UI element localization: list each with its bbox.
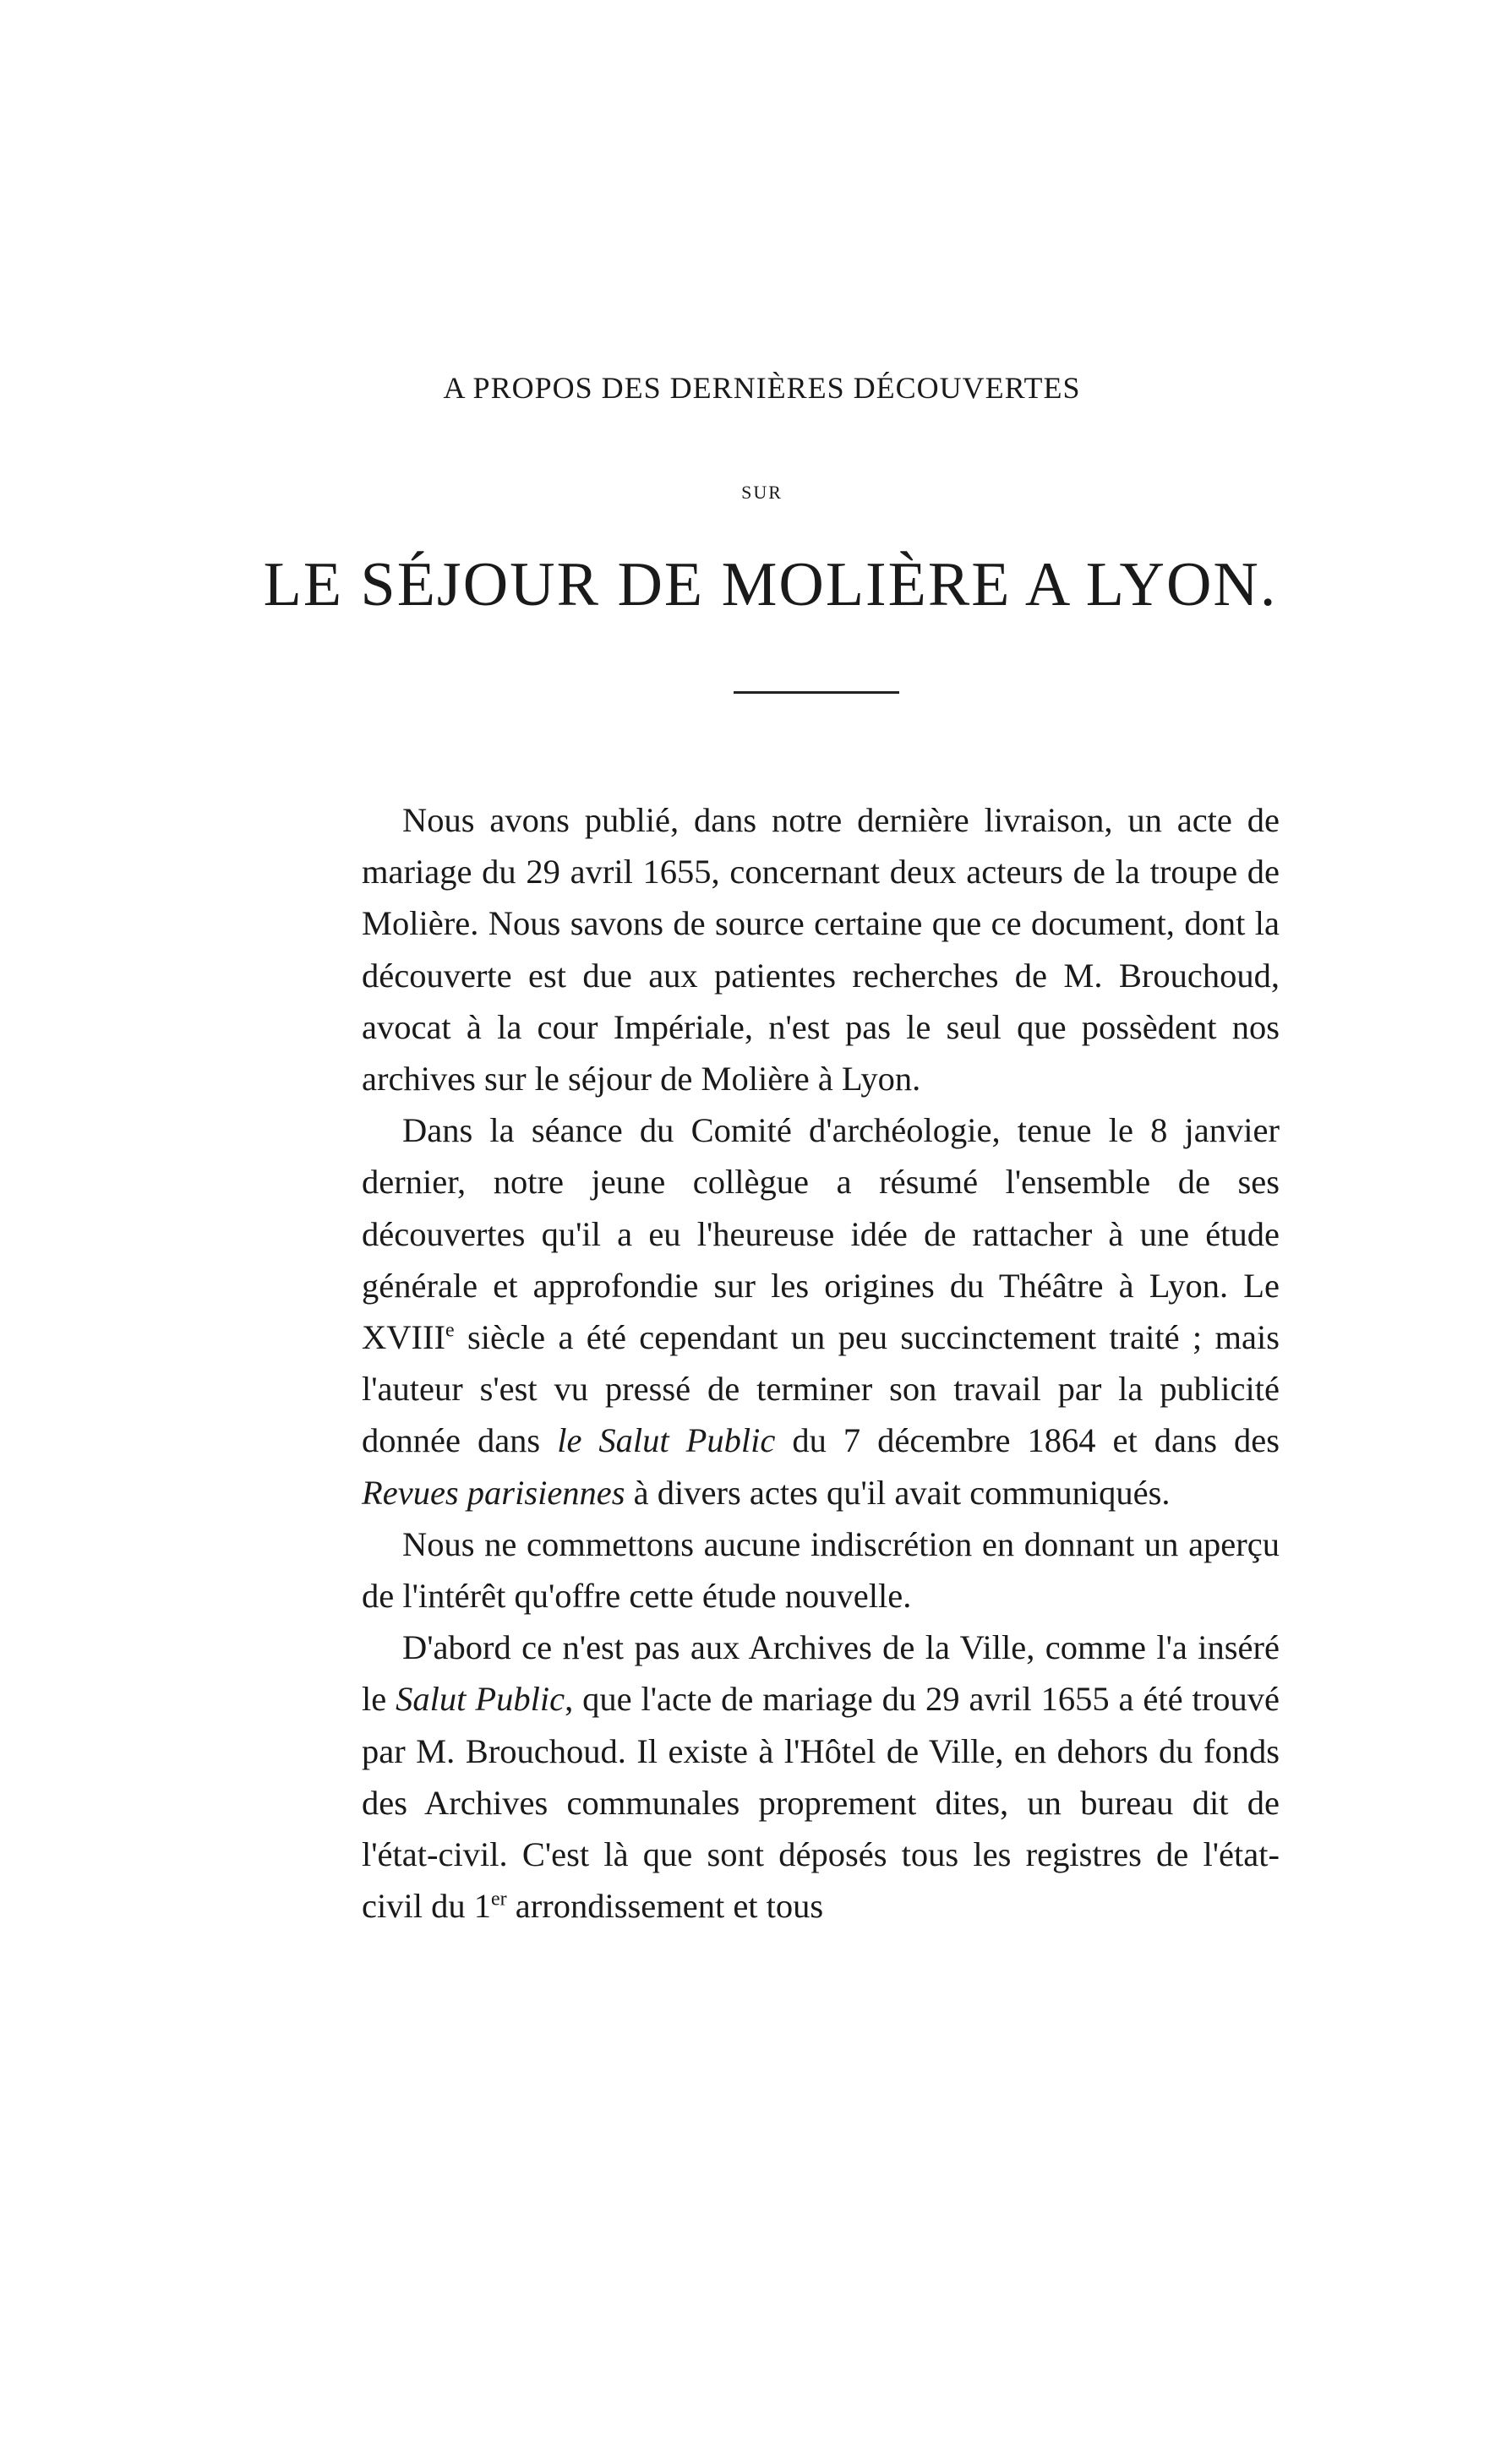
paragraph-2 [362,1104,1280,1518]
p4-text-a: D'abord ce n'est pas aux Archives de la Ville, comme l'a inséré le [362,1628,1280,1719]
p2-sup: e [445,1319,455,1342]
p4-text-d: arrondissement et tous [506,1887,824,1926]
p2-italic-revues: Revues parisiennes [362,1473,625,1512]
p2-text-a: Dans la séance du Comité d'archéologie, tenue le 8 janvier dernier, notre jeune collègue a résumé l'ensemble de ses découvertes qu'il a eu l'heureuse idée de rattacher à une étude générale et approfondie sur les origines du Théâtre à Lyon. Le XVIII [362,1111,1280,1357]
p2-text-f: à divers actes qu'il avait communiqués. [625,1473,1171,1512]
p2-italic-salut-public: le Salut Public [557,1421,776,1460]
paragraph-4 [362,1622,1280,1932]
paragraph-3: Nous ne commettons aucune indiscrétion en donnant un aperçu de l'intérêt qu'offre cette étude nouvelle. [362,1524,1280,1616]
article-title: LE SÉJOUR DE MOLIÈRE A LYON. [263,550,1278,619]
paragraph-1: Nous avons publié, dans notre dernière livraison, un acte de mariage du 29 avril 1655, concernant deux acteurs de la troupe de Molière. Nous savons de source certaine que ce document, dont la découverte est due aux patientes recherches de M. Brouchoud, avocat à la cour Impériale, n'est pas le seul que possèdent nos archives sur le séjour de Molière à Lyon. [362,801,1280,1098]
p4-italic-salut-public: Salut Public [396,1680,565,1719]
p4-sup: er [490,1888,507,1911]
p4-text-c: , que l'acte de mariage du 29 avril 1655 a été trouvé par M. Brouchoud. Il existe à l'Hôtel de Ville, en dehors du fonds des Archives communales proprement dites, un bureau dit de l'état-civil. C'est là que sont déposés tous les registres de l'état-civil du 1 [362,1680,1280,1926]
p2-text-b: siècle a été cependant un peu succinctement traité ; mais l'auteur s'est vu pressé de terminer son travail par la publicité donnée dans [362,1318,1280,1460]
title-rule [734,691,899,694]
article-body [362,794,1280,1932]
p2-text-d: du 7 décembre 1864 et dans des [775,1421,1280,1460]
article-kicker: A PROPOS DES DERNIÈRES DÉCOUVERTES [443,371,1081,405]
heading-connector: SUR [741,482,783,503]
